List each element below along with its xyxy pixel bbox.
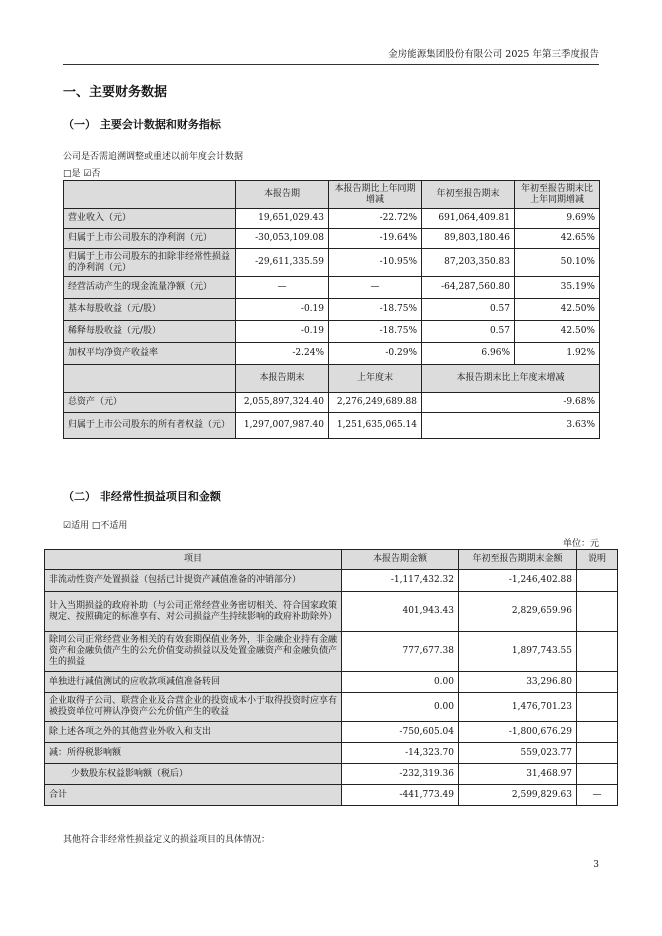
- cell: [577, 632, 618, 672]
- cell: -9.68%: [422, 393, 600, 413]
- header-divider: [63, 64, 599, 65]
- col-header: 年初至报告期末比上年同期增减: [515, 181, 600, 209]
- col-header: 年初至报告期末: [422, 181, 515, 209]
- cell: 401,943.43: [342, 592, 459, 632]
- cell: [577, 693, 618, 722]
- restate-question: 公司是否需追溯调整或重述以前年度会计数据: [63, 152, 244, 162]
- cell: [577, 570, 618, 592]
- table-row: [64, 343, 600, 365]
- cell: 1,897,743.55: [459, 632, 577, 672]
- row-label: 归属于上市公司股东的所有者权益（元）: [64, 413, 236, 439]
- cell: 89,803,180.46: [422, 229, 515, 249]
- cell: 2,276,249,689.88: [329, 393, 422, 413]
- table-row: [64, 209, 600, 229]
- col-header: 本报告期末比上年度末增减: [422, 365, 600, 393]
- cell: 6.96%: [422, 343, 515, 365]
- row-label: 单独进行减值测试的应收款项减值准备转回: [45, 672, 342, 693]
- table-row: [45, 632, 618, 672]
- cell: 42.50%: [515, 321, 600, 343]
- table-row: [64, 393, 600, 413]
- cell: 1.92%: [515, 343, 600, 365]
- table-row: [64, 413, 600, 439]
- restate-choice: □是 ☑否: [63, 169, 101, 179]
- cell: -29,611,335.59: [236, 249, 329, 277]
- table-row: [45, 764, 618, 785]
- cell: 3.63%: [422, 413, 600, 439]
- cell: 33,296.80: [459, 672, 577, 693]
- cell: 50.10%: [515, 249, 600, 277]
- cell: [577, 722, 618, 743]
- cell: 35.19%: [515, 277, 600, 299]
- col-header: 说明: [577, 550, 618, 570]
- financial-indicators-table: [63, 180, 600, 439]
- table-row: [64, 321, 600, 343]
- cell: 2,599,829.63: [459, 785, 577, 806]
- cell: 2,055,897,324.40: [236, 393, 329, 413]
- row-label: 归属于上市公司股东的扣除非经常性损益的净利润（元）: [64, 249, 236, 277]
- table-row: [45, 693, 618, 722]
- cell: [577, 672, 618, 693]
- table-row: [64, 277, 600, 299]
- cell: 1,297,007,987.40: [236, 413, 329, 439]
- cell: 2,829,659.96: [459, 592, 577, 632]
- cell: -750,605.04: [342, 722, 459, 743]
- cell: 691,064,409.81: [422, 209, 515, 229]
- cell: -22.72%: [329, 209, 422, 229]
- row-label: 企业取得子公司、联营企业及合营企业的投资成本小于取得投资时应享有被投资单位可辨认净资产公允价值产生的收益: [45, 693, 342, 722]
- cell: -1,117,432.32: [342, 570, 459, 592]
- row-label: 加权平均净资产收益率: [64, 343, 236, 365]
- cell: 559,023.77: [459, 743, 577, 764]
- cell: -10.95%: [329, 249, 422, 277]
- cell: -0.29%: [329, 343, 422, 365]
- row-label: 稀释每股收益（元/股）: [64, 321, 236, 343]
- cell: [577, 743, 618, 764]
- cell: -19.64%: [329, 229, 422, 249]
- cell: -232,319.36: [342, 764, 459, 785]
- cell: -441,773.49: [342, 785, 459, 806]
- row-label: 除上述各项之外的其他营业外收入和支出: [45, 722, 342, 743]
- cell: -0.19: [236, 321, 329, 343]
- cell: 0.00: [342, 693, 459, 722]
- applicable-choice: ☑适用 □不适用: [63, 521, 128, 531]
- cell: 19,651,029.43: [236, 209, 329, 229]
- table-corner: [64, 365, 236, 393]
- table-header-row: [64, 181, 600, 209]
- cell: [577, 764, 618, 785]
- col-header: 本报告期: [236, 181, 329, 209]
- table-row-total: [45, 785, 618, 806]
- cell: 31,468.97: [459, 764, 577, 785]
- table-row: [45, 672, 618, 693]
- row-label: 经营活动产生的现金流量净额（元）: [64, 277, 236, 299]
- row-label: 合计: [45, 785, 342, 806]
- cell: -64,287,560.80: [422, 277, 515, 299]
- cell: [577, 592, 618, 632]
- note-text: 其他符合非经常性损益定义的损益项目的具体情况：: [63, 835, 271, 845]
- row-label: 归属于上市公司股东的净利润（元）: [64, 229, 236, 249]
- cell: —: [577, 785, 618, 806]
- cell: -0.19: [236, 299, 329, 321]
- cell: 1,476,701.23: [459, 693, 577, 722]
- cell: -14,323.70: [342, 743, 459, 764]
- row-label: 减：所得税影响额: [45, 743, 342, 764]
- table-header-row-2: [64, 365, 600, 393]
- subsection-title-1: （一） 主要会计数据和财务指标: [63, 118, 221, 131]
- cell: -18.75%: [329, 321, 422, 343]
- cell: -18.75%: [329, 299, 422, 321]
- cell: 777,677.38: [342, 632, 459, 672]
- row-label: 非流动性资产处置损益（包括已计提资产减值准备的冲销部分）: [45, 570, 342, 592]
- cell: 87,203,350.83: [422, 249, 515, 277]
- table-row: [64, 229, 600, 249]
- cell: 0.57: [422, 299, 515, 321]
- cell: -1,246,402.88: [459, 570, 577, 592]
- row-label: 计入当期损益的政府补助（与公司正常经营业务密切相关、符合国家政策规定、按照确定的标准享有、对公司损益产生持续影响的政府补助除外）: [45, 592, 342, 632]
- table-row: [45, 743, 618, 764]
- subsection-title-2: （二） 非经常性损益项目和金额: [63, 490, 221, 503]
- table-row: [45, 722, 618, 743]
- cell: 0.00: [342, 672, 459, 693]
- table-row: [45, 570, 618, 592]
- table-header-row: [45, 550, 618, 570]
- row-label: 营业收入（元）: [64, 209, 236, 229]
- table-corner: [64, 181, 236, 209]
- table-row: [45, 592, 618, 632]
- cell: -30,053,109.08: [236, 229, 329, 249]
- cell: -2.24%: [236, 343, 329, 365]
- cell: 1,251,635,065.14: [329, 413, 422, 439]
- cell: —: [236, 277, 329, 299]
- col-header: 年初至报告期期末金额: [459, 550, 577, 570]
- table-row: [64, 249, 600, 277]
- table-row: [64, 299, 600, 321]
- row-label: 少数股东权益影响额（税后）: [45, 764, 342, 785]
- cell: 0.57: [422, 321, 515, 343]
- cell: -1,800,676.29: [459, 722, 577, 743]
- cell: —: [329, 277, 422, 299]
- non-recurring-items-table: [44, 549, 618, 806]
- cell: 9.69%: [515, 209, 600, 229]
- col-header: 本报告期末: [236, 365, 329, 393]
- col-header: 本报告期金额: [342, 550, 459, 570]
- unit-label: 单位：元: [562, 539, 599, 549]
- report-header: 金房能源集团股份有限公司 2025 年第三季度报告: [388, 49, 599, 60]
- section-title: 一、主要财务数据: [63, 85, 168, 100]
- row-label: 除同公司正常经营业务相关的有效套期保值业务外，非金融企业持有金融资产和金融负债产生的公允价值变动损益以及处置金融资产和金融负债产生的损益: [45, 632, 342, 672]
- row-label: 基本每股收益（元/股）: [64, 299, 236, 321]
- col-header: 项目: [45, 550, 342, 570]
- page-number: 3: [593, 860, 599, 870]
- cell: 42.50%: [515, 299, 600, 321]
- row-label: 总资产（元）: [64, 393, 236, 413]
- cell: 42.65%: [515, 229, 600, 249]
- col-header: 上年度末: [329, 365, 422, 393]
- col-header: 本报告期比上年同期增减: [329, 181, 422, 209]
